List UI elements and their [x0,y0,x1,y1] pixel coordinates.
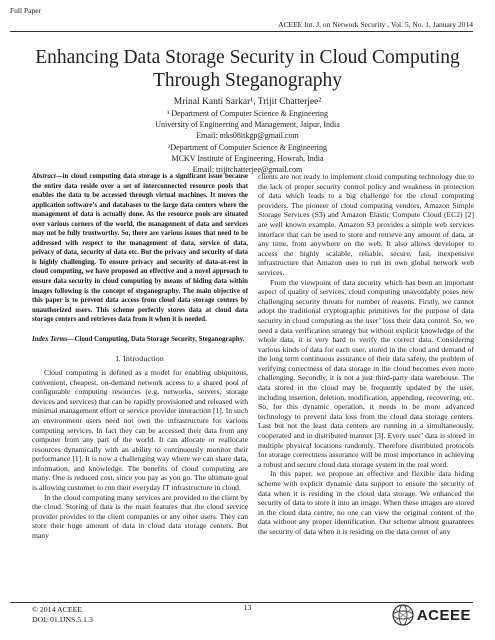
paper-title: Enhancing Data Storage Security in Cloud Computing Through Steganography [35,47,460,91]
index-terms-label: Index Terms [32,335,68,343]
affiliation-1-institute: University of Engineering and Management, Jaipur, India [155,120,340,130]
intro-paragraph-2: In the cloud computing many services are provided to the client by the cloud. Storing of data is the main features that the cloud service provider provides to the client companies or any other users. They can store their huge amount of data in cloud data storage centers. But many [32,492,248,541]
right-column [258,172,474,537]
intro-paragraph-1: Cloud computing is defined as a model for enabling ubiquitous, convenient, cheapest, on-demand network access to a shared pool of configurable computing resources (e.g. networks, servers, storage devices and services) that can be rapidly provisioned and released with minimal management effort or service provider interaction [1]. In such an environment users need not own the infrastructure for various computing services. In fact they can be accessed their data from any computer from any part of the world. It can allocate or reallocate resources dynamically with an ability to continuously monitor their performance [1]. It is now a challenging way where we can share data, information, and knowledge. The benefits of cloud computing are many. One is reduced cost, since you pay as you go. The ultimate goal is allowing customer to run their everyday IT infrastructure in cloud. [32,367,248,493]
right-paragraph-1: clients are not ready to implement cloud computing technology due to the lack of proper security control policy and weakness in protection of data which leads to a big challenge for the cloud computing providers. The pioneer of cloud computing vendors, Amazon Simple Storage Services (S3) and Amazon Elastic Compute Cloud (EC2) [2] are well known example. Amazon S3 provides a simple web services interface that can be used to store and retrieve any amount of data, at any time, from anywhere on the web. It also allows developer to access the highly scalable, reliable, secure, fast, inexpensive infrastructure that Amazon uses to run its own global network web services. [258,172,474,277]
left-column [32,172,248,541]
aceee-logo-icon [392,604,414,626]
abstract-label: Abstract [32,173,56,180]
footer-info [32,605,93,625]
page-number: 13 [243,603,252,612]
author-names: Mrinal Kanti Sarkar¹, Trijit Chatterjee² [173,97,322,107]
right-paragraph-3: In this paper, we propose an effective and flexible data hiding scheme with explicit dynamic data support to ensure the security of data when it is residing in the cloud data storage. We enhanced the security of data to store it into an image. When these images are stored in the cloud data centre, no one can view the original content of the data without any proper identification. Our scheme almost guarantees the security of data when it is residing on the data center of any [258,469,474,536]
index-terms-text: —Cloud Computing, Data Storage Security, Steganography. [67,335,245,343]
aceee-logo [392,604,471,626]
logo-text: ACEEE [416,606,471,624]
affiliation-2-department: ²Department of Computer Science & Engineering [167,142,327,152]
author-block [40,96,455,175]
journal-header: ACEEE Int. J. on Network Security , Vol. 5, No. 1, January 2014 [278,20,473,29]
abstract-text: —in cloud computing data storage is a significant issue because the entire data reside over a set of interconnected resource pools that enables the data to be accessed through virtual machines. It moves the application software’s and databases to the large data centers where the management of data is actually done. As the resource pools are situated over various corners of the world, the management of data and services may not be fully trustworthy. So, there are various issues that need to be addressed with respect to the management of data, service of data, privacy of data, security of data etc. But the privacy and security of data is highly challenging. To ensure privacy and security of data-at-rest in cloud computing, we have proposed an effective and a novel approach to ensure data security in cloud computing by means of hiding data within images following is the concept of steganography. The main objective of this paper is to prevent data access from cloud data storage centers by unauthorized users. This scheme perfectly stores data at cloud data storage centers and retrieves data from it when it is needed. [32,173,248,324]
affiliation-1-department: ¹ Department of Computer Science & Engineering [166,109,328,118]
affiliation-2-email: Email: trijitchatterjee@gmail.com [192,165,303,175]
right-paragraph-2: From the viewpoint of data security which has been an important aspect of quality of services, cloud computing unavoidably poses new challenging security threats for number of reasons. Firstly, we cannot adopt the traditional cryptographic primitives for the purpose of data security in cloud computing as the user’ loss their data control. So, we need a data verification strategy but without explicit knowledge of the whole data, it is very hard to verify the correct data. Considering various kinds of data for each user, stored in the cloud and demand of the long term continuous assurance of their data safety, the problem of verifying correctness of data storage in the cloud becomes even more challenging. Secondly, it is not a just third-party data warehouse. The data stored in the cloud may be frequently updated by the user, including insertion, deletion, modification, appending, recovering, etc. So, for this dynamic operation, it needs to be more advanced technology to prevent data loss from the cloud data storage centers. Last but not the least data centers are running in a simultaneously, cooperated and in distributed manner [3]. Every user’ data is stored in multiple physical locations randomly. Therefore distributed protocols for storage correctness assurance will be most importance in achieving a robust and secure cloud data storage system in the real word. [258,277,474,469]
abstract [32,172,248,325]
doi: DOI: 01.IJNS.5.1.3 [32,614,93,624]
index-terms [32,335,248,345]
copyright: © 2014 ACEEE [32,605,83,614]
section-heading-introduction: I. Introduction [115,354,165,364]
affiliation-1-email: Email: mks08itkgp@gmail.com [196,131,299,141]
header-label: Full Paper [10,6,42,15]
affiliation-2-institute: MCKV Institute of Engineering, Howrah, India [171,153,324,163]
header-divider [10,31,473,32]
